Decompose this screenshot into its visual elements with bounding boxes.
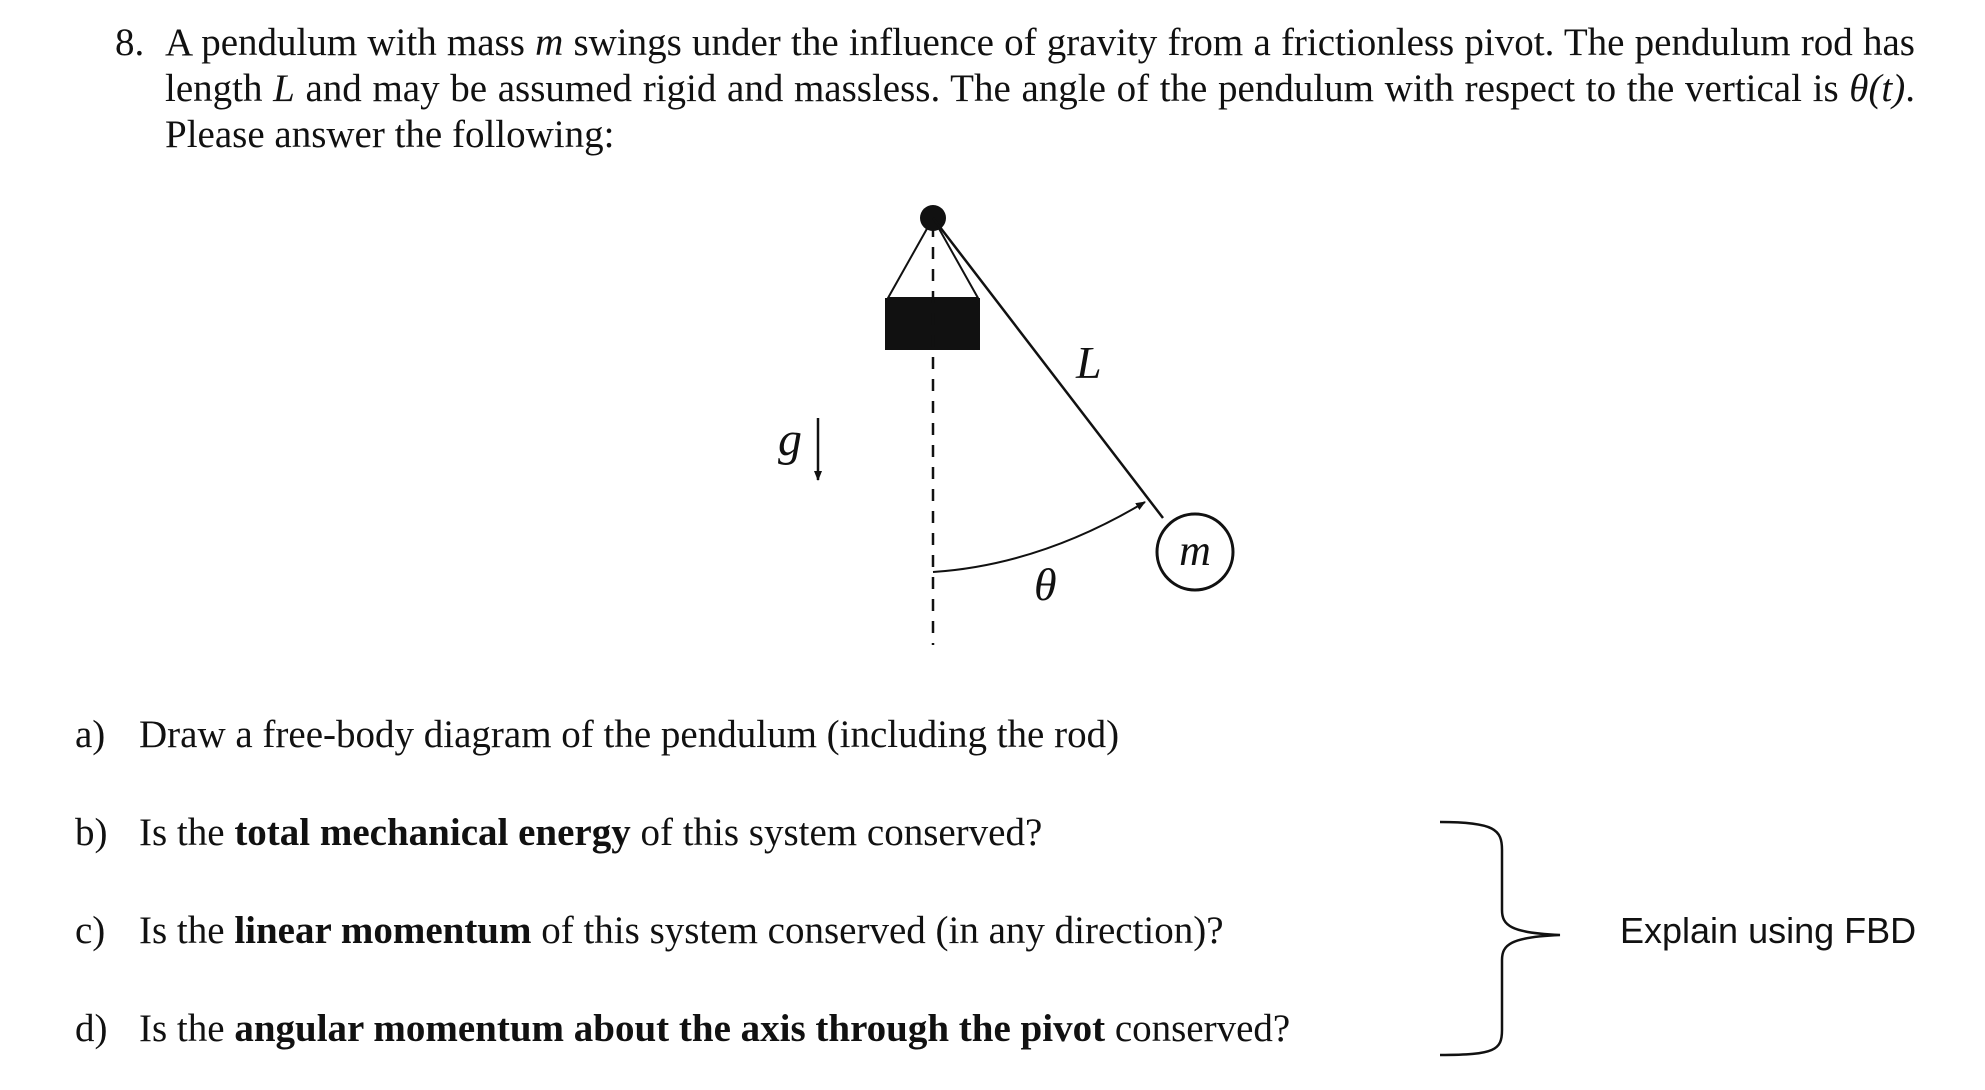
question-label: a)	[75, 713, 106, 756]
problem-text-part: . Please answer the following:	[165, 67, 1915, 156]
mass-symbol: m	[535, 21, 564, 64]
angle-function: θ(t)	[1849, 67, 1906, 110]
length-symbol: L	[273, 67, 295, 110]
problem-text-part: A pendulum with mass	[165, 21, 536, 64]
question-b	[75, 810, 1042, 855]
question-text: Is the	[139, 909, 235, 952]
problem-text-part: and may be assumed rigid and massless. The angle of the pendulum with respect to the vertical is	[294, 67, 1850, 110]
question-label: c)	[75, 909, 106, 952]
question-label: d)	[75, 1007, 108, 1050]
question-text: Is the	[139, 1007, 235, 1050]
question-text: of this system conserved?	[630, 811, 1043, 854]
gravity-label: g	[778, 413, 802, 466]
problem-number: 8.	[115, 21, 145, 64]
angle-label: θ	[1034, 559, 1057, 610]
question-c	[75, 908, 1224, 953]
question-text: of this system conserved (in any direction)?	[531, 909, 1224, 952]
problem-text-part: swings under the influence of gravity from a frictionless pivot. The pendulum rod has length	[165, 21, 1915, 110]
question-emphasis: total mechanical energy	[234, 811, 631, 854]
question-d	[75, 1006, 1290, 1051]
question-label: b)	[75, 811, 108, 854]
question-emphasis: angular momentum about the axis through the pivot	[234, 1007, 1106, 1050]
length-label: L	[1076, 337, 1102, 388]
question-text: Draw a free-body diagram of the pendulum (including the rod)	[139, 713, 1120, 756]
question-text: conserved?	[1105, 1007, 1291, 1050]
curly-brace	[1440, 822, 1560, 1055]
mass-label: m	[1179, 526, 1211, 575]
question-text: Is the	[139, 811, 235, 854]
pendulum-rod	[933, 218, 1163, 518]
brace-note: Explain using FBD	[1620, 910, 1917, 951]
question-a	[75, 712, 1119, 757]
question-emphasis: linear momentum	[234, 909, 532, 952]
